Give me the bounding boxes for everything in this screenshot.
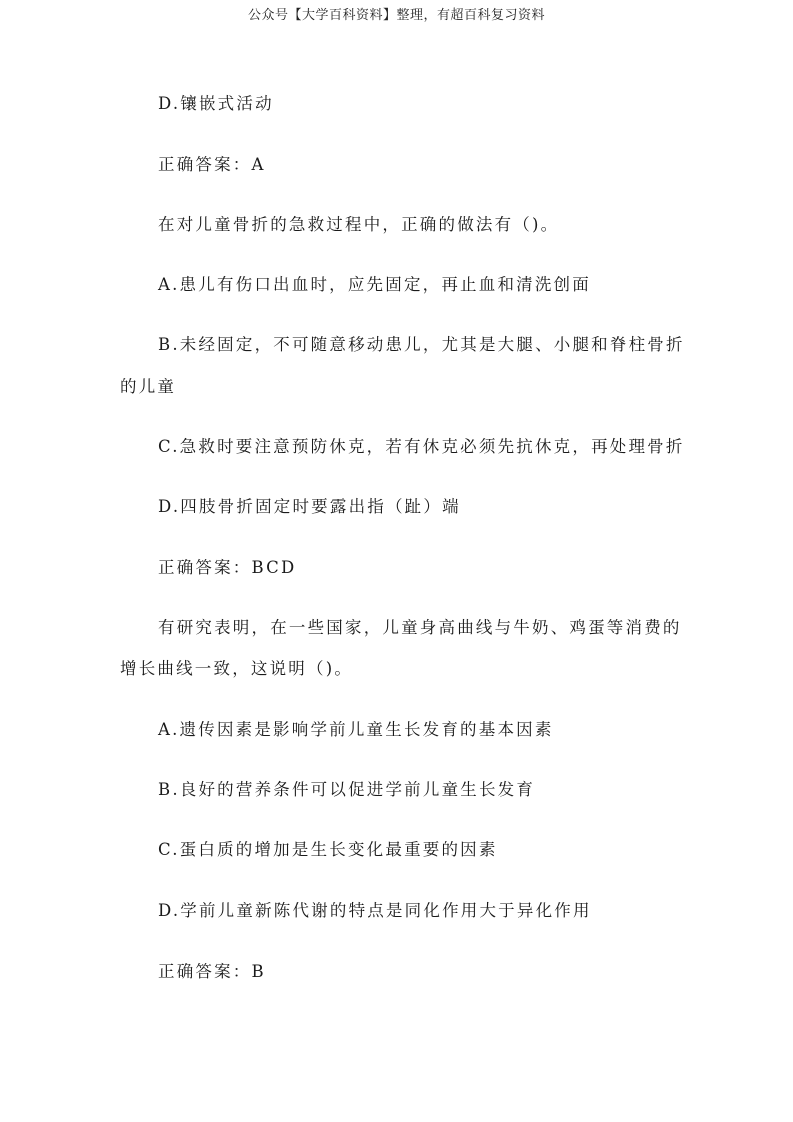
- option-a: A.遗传因素是影响学前儿童生长发育的基本因素: [158, 720, 554, 739]
- question-stem-continuation: 增长曲线一致，这说明（)。: [120, 659, 354, 678]
- option-c: C.蛋白质的增加是生长变化最重要的因素: [158, 840, 498, 859]
- correct-answer: 正确答案：B: [158, 962, 266, 981]
- option-d: D.镶嵌式活动: [158, 94, 274, 113]
- option-b-continuation: 的儿童: [120, 377, 177, 396]
- option-d: D.学前儿童新陈代谢的特点是同化作用大于异化作用: [158, 901, 592, 920]
- option-d: D.四肢骨折固定时要露出指（趾）端: [158, 497, 461, 516]
- option-a: A.患儿有伤口出血时，应先固定，再止血和清洗创面: [158, 275, 591, 294]
- correct-answer: 正确答案：BCD: [158, 558, 297, 577]
- correct-answer: 正确答案：A: [158, 155, 266, 174]
- page-header: 公众号【大学百科资料】整理，有超百科复习资料: [247, 8, 545, 23]
- question-stem: 在对儿童骨折的急救过程中，正确的做法有（)。: [158, 215, 560, 234]
- option-b: B.良好的营养条件可以促进学前儿童生长发育: [158, 780, 536, 799]
- question-stem: 有研究表明，在一些国家，儿童身高曲线与牛奶、鸡蛋等消费的: [158, 618, 682, 637]
- option-c: C.急救时要注意预防休克，若有休克必须先抗休克，再处理骨折: [158, 437, 685, 456]
- option-b: B.未经固定，不可随意移动患儿，尤其是大腿、小腿和脊柱骨折: [158, 335, 685, 354]
